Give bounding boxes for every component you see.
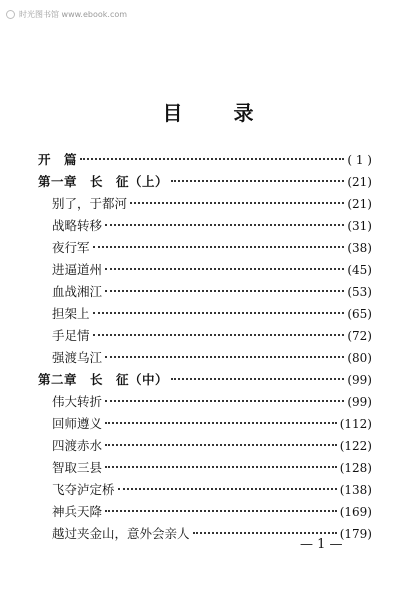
toc-entry-page: (138) (339, 483, 372, 497)
dot-leader (93, 312, 345, 314)
toc-entry-label: 战略转移 (52, 218, 103, 233)
toc-entry-label: 开 篇 (38, 152, 78, 167)
toc-entry-label: 回师遵义 (52, 416, 103, 431)
toc-entry-label: 第二章 长 征（中） (38, 372, 169, 387)
dot-leader (171, 378, 344, 380)
toc-chapter-entry (38, 172, 372, 194)
toc-entry-page: (179) (339, 527, 372, 541)
toc-entry-label: 越过夹金山，意外会亲人 (52, 526, 190, 541)
dot-leader (105, 400, 344, 402)
page-number: — 1 — (300, 537, 343, 552)
toc-entry-label: 强渡乌江 (52, 350, 103, 365)
toc-entry-label: 手足情 (52, 328, 90, 343)
toc-section-entry (38, 348, 372, 370)
watermark-logo-icon (6, 10, 15, 19)
toc-entry-page: (53) (347, 285, 372, 299)
toc-entry-label: 第一章 长 征（上） (38, 174, 169, 189)
toc-entry-page: (31) (347, 219, 372, 233)
toc-entry-page: (72) (347, 329, 372, 343)
toc-entry-label: 四渡赤水 (52, 438, 103, 453)
toc-section-entry (38, 216, 372, 238)
toc-entry-label: 担架上 (52, 306, 90, 321)
dot-leader (105, 510, 337, 512)
page-title: 目 录 (162, 101, 276, 125)
toc-entry-label: 伟大转折 (52, 394, 103, 409)
toc-section-entry (38, 326, 372, 348)
dot-leader (105, 466, 337, 468)
toc-entry-page: (128) (339, 461, 372, 475)
toc-entry-label: 夜行军 (52, 240, 90, 255)
toc-entry-page: (21) (347, 175, 372, 189)
dot-leader (130, 202, 344, 204)
toc-entry-page: (99) (347, 395, 372, 409)
dot-leader (193, 532, 337, 534)
toc-entry-label: 别了，于都河 (52, 196, 128, 211)
toc-chapter-entry (38, 150, 372, 172)
toc-entry-page: (45) (347, 263, 372, 277)
toc-entry-label: 进逼道州 (52, 262, 103, 277)
toc-section-entry (38, 436, 372, 458)
dot-leader (80, 158, 344, 160)
dot-leader (171, 180, 344, 182)
toc-section-entry (38, 458, 372, 480)
toc-section-entry (38, 480, 372, 502)
toc-entry-label: 血战湘江 (52, 284, 103, 299)
toc-section-entry (38, 260, 372, 282)
table-of-contents (38, 150, 372, 546)
toc-chapter-entry (38, 370, 372, 392)
toc-entry-label: 智取三县 (52, 460, 103, 475)
toc-section-entry (38, 304, 372, 326)
toc-section-entry (38, 392, 372, 414)
toc-section-entry (38, 414, 372, 436)
toc-entry-page: (169) (339, 505, 372, 519)
watermark (6, 9, 127, 20)
toc-entry-label: 神兵天降 (52, 504, 103, 519)
toc-entry-page: (99) (347, 373, 372, 387)
toc-entry-page: (21) (347, 197, 372, 211)
toc-section-entry (38, 238, 372, 260)
toc-section-entry (38, 194, 372, 216)
watermark-text: 时光图书馆 www.ebook.com (19, 10, 128, 19)
toc-entry-page: ( 1 ) (347, 153, 372, 167)
toc-entry-page: (65) (347, 307, 372, 321)
dot-leader (105, 422, 337, 424)
dot-leader (105, 356, 344, 358)
dot-leader (118, 488, 337, 490)
toc-section-entry (38, 282, 372, 304)
dot-leader (93, 334, 345, 336)
toc-entry-page: (38) (347, 241, 372, 255)
dot-leader (105, 290, 344, 292)
dot-leader (105, 224, 344, 226)
dot-leader (105, 268, 344, 270)
toc-section-entry (38, 502, 372, 524)
toc-entry-page: (122) (339, 439, 372, 453)
dot-leader (93, 246, 345, 248)
toc-entry-label: 飞夺泸定桥 (52, 482, 115, 497)
dot-leader (105, 444, 337, 446)
toc-entry-page: (80) (347, 351, 372, 365)
toc-entry-page: (112) (339, 417, 372, 431)
